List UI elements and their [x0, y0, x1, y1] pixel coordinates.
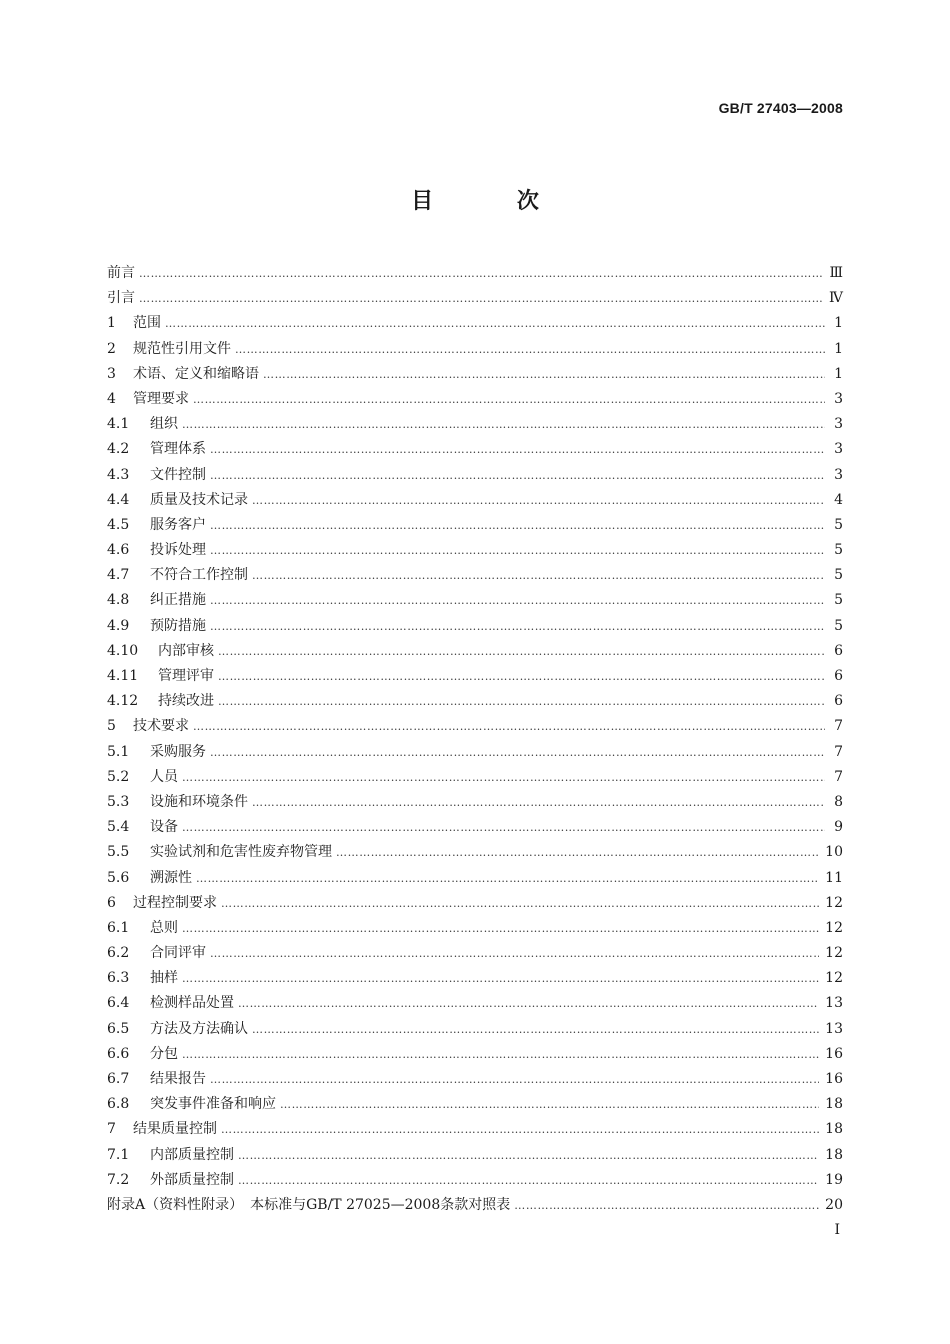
- toc-entry-page: 18: [825, 1146, 843, 1163]
- toc-dot-leader: [182, 765, 825, 790]
- toc-entry[interactable]: [107, 337, 843, 362]
- standard-code: GB/T 27403—2008: [718, 100, 843, 116]
- toc-entry-label: [107, 664, 214, 689]
- toc-entry-number: 4.5: [107, 516, 130, 533]
- toc-entry-text: 质量及技术记录: [150, 491, 248, 508]
- toc-entry[interactable]: [107, 1017, 843, 1042]
- toc-entry-label: [107, 488, 248, 513]
- toc-entry-page: 5: [834, 542, 843, 559]
- toc-entry-page: 16: [825, 1071, 843, 1087]
- toc-entry-text: 不符合工作控制: [150, 567, 248, 584]
- toc-entry-text: 实验试剂和危害性废弃物管理: [150, 844, 332, 861]
- toc-entry-text: 采购服务: [150, 743, 206, 760]
- toc-dot-leader: [210, 588, 825, 613]
- toc-entry[interactable]: [107, 362, 843, 387]
- toc-entry-page: 7: [834, 768, 843, 785]
- toc-entry[interactable]: [107, 463, 843, 488]
- toc-entry-page: 11: [825, 869, 843, 886]
- toc-entry-text: 内部质量控制: [150, 1146, 234, 1163]
- toc-entry-text: 文件控制: [150, 466, 206, 483]
- toc-entry-text: 前言: [107, 265, 135, 281]
- toc-entry-text: 内部审核: [158, 642, 214, 659]
- toc-entry-text: 引言: [107, 290, 135, 307]
- toc-entry-number: 1: [107, 315, 116, 332]
- toc-entry-page: 18: [825, 1121, 843, 1138]
- toc-entry[interactable]: [107, 1042, 843, 1067]
- toc-entry-label: [107, 588, 206, 613]
- toc-entry-label: [107, 840, 332, 865]
- toc-entry-page: 10: [825, 844, 843, 861]
- toc-entry-text: 规范性引用文件: [133, 340, 231, 357]
- toc-entry-number: 5.1: [107, 743, 130, 760]
- table-of-contents: [107, 261, 843, 1218]
- toc-entry-number: 4.8: [107, 592, 130, 609]
- toc-entry[interactable]: [107, 1117, 843, 1142]
- toc-entry-number: 5.2: [107, 768, 130, 785]
- toc-entry-label: [107, 966, 178, 991]
- toc-entry-number: 4: [107, 390, 116, 407]
- toc-dot-leader: [235, 337, 825, 362]
- toc-dot-leader: [210, 437, 825, 462]
- toc-dot-leader: [196, 866, 819, 891]
- toc-entry-label: [107, 513, 206, 538]
- toc-entry-label: [107, 1143, 234, 1168]
- toc-entry-text: 服务客户: [150, 516, 206, 533]
- toc-entry-page: 12: [825, 894, 843, 911]
- toc-entry-label: [107, 387, 189, 412]
- toc-entry-page: 12: [825, 945, 843, 962]
- toc-entry-number: 4.2: [107, 441, 130, 458]
- toc-entry[interactable]: [107, 664, 843, 689]
- toc-entry[interactable]: [107, 714, 843, 739]
- toc-entry[interactable]: [107, 790, 843, 815]
- toc-entry-number: 5.5: [107, 844, 130, 861]
- toc-entry-number: 6: [107, 894, 116, 911]
- toc-dot-leader: [182, 412, 825, 437]
- toc-dot-leader: [514, 1193, 819, 1218]
- toc-dot-leader: [252, 1017, 819, 1042]
- toc-entry-label: [107, 614, 206, 639]
- toc-entry-page: 5: [834, 592, 843, 609]
- toc-entry-number: 4.4: [107, 491, 130, 508]
- toc-entry-text: 范围: [133, 315, 161, 332]
- toc-entry-number: 6.4: [107, 995, 130, 1012]
- toc-entry[interactable]: [107, 891, 843, 916]
- toc-entry-number: 4.10: [107, 642, 139, 659]
- toc-dot-leader: [218, 639, 825, 664]
- toc-entry-number: 6.1: [107, 919, 130, 936]
- toc-dot-leader: [210, 538, 825, 563]
- toc-dot-leader: [218, 689, 825, 714]
- toc-entry-text: 投诉处理: [150, 542, 206, 559]
- toc-entry-text: 管理体系: [150, 441, 206, 458]
- toc-entry[interactable]: [107, 513, 843, 538]
- toc-entry-label: [107, 538, 206, 563]
- toc-entry-text: 人员: [150, 768, 178, 785]
- toc-entry-label: [107, 916, 178, 941]
- toc-dot-leader: [210, 941, 819, 966]
- toc-entry-page: 1: [834, 340, 843, 357]
- toc-dot-leader: [210, 614, 825, 639]
- toc-entry-text: 总则: [150, 919, 178, 936]
- toc-entry[interactable]: [107, 941, 843, 966]
- toc-entry-page: 16: [825, 1045, 843, 1062]
- toc-entry[interactable]: [107, 840, 843, 865]
- toc-entry-text: 管理要求: [133, 390, 189, 407]
- toc-entry-label: [107, 1042, 178, 1067]
- toc-entry-label: [107, 815, 178, 840]
- toc-dot-leader: [238, 991, 819, 1016]
- toc-entry[interactable]: [107, 538, 843, 563]
- toc-entry[interactable]: [107, 815, 843, 840]
- toc-entry[interactable]: [107, 286, 843, 311]
- toc-dot-leader: [210, 1067, 819, 1092]
- toc-entry-number: 6.5: [107, 1020, 130, 1037]
- toc-dot-leader: [182, 815, 825, 840]
- toc-entry-label: [107, 437, 206, 462]
- toc-dot-leader: [280, 1092, 819, 1117]
- toc-dot-leader: [336, 840, 819, 865]
- toc-entry[interactable]: [107, 261, 843, 286]
- toc-entry-label: [107, 765, 178, 790]
- toc-entry-page: 3: [834, 390, 843, 407]
- toc-entry-text: 检测样品处置: [150, 995, 234, 1012]
- toc-entry-page: 9: [834, 819, 843, 836]
- toc-entry-label: [107, 1067, 206, 1092]
- toc-dot-leader: [238, 1168, 819, 1193]
- toc-entry[interactable]: [107, 614, 843, 639]
- toc-dot-leader: [165, 311, 825, 336]
- toc-dot-leader: [210, 463, 825, 488]
- toc-entry-text: 合同评审: [150, 945, 206, 962]
- toc-entry-label: [107, 463, 206, 488]
- toc-entry-page: Ⅳ: [829, 290, 843, 307]
- toc-entry-number: 4.11: [107, 668, 139, 684]
- toc-entry[interactable]: [107, 991, 843, 1016]
- toc-entry-page: 7: [834, 718, 843, 735]
- toc-entry[interactable]: [107, 311, 843, 336]
- toc-entry-page: 6: [834, 642, 843, 659]
- toc-entry-number: 6.6: [107, 1045, 130, 1062]
- toc-entry-page: 3: [834, 466, 843, 483]
- toc-dot-leader: [263, 362, 825, 387]
- toc-dot-leader: [221, 891, 819, 916]
- toc-entry[interactable]: [107, 689, 843, 714]
- toc-entry-number: 3: [107, 365, 116, 382]
- toc-entry-text: 设施和环境条件: [150, 793, 248, 810]
- toc-entry-number: 4.9: [107, 617, 130, 634]
- toc-entry-text: 持续改进: [158, 693, 214, 710]
- toc-dot-leader: [139, 286, 823, 311]
- toc-entry-text: 溯源性: [150, 869, 192, 886]
- toc-entry-page: 1: [834, 315, 843, 332]
- toc-entry[interactable]: [107, 387, 843, 412]
- toc-entry-page: 3: [834, 441, 843, 458]
- toc-entry-text: 纠正措施: [150, 592, 206, 609]
- toc-entry-page: 13: [825, 1020, 843, 1037]
- toc-entry-number: 4.7: [107, 567, 130, 584]
- toc-entry-page: 13: [825, 995, 843, 1012]
- toc-entry[interactable]: [107, 966, 843, 991]
- toc-entry-number: 6.2: [107, 945, 130, 962]
- toc-dot-leader: [252, 488, 825, 513]
- toc-entry-label: [107, 991, 234, 1016]
- toc-entry-page: 5: [834, 617, 843, 634]
- toc-dot-leader: [221, 1117, 819, 1142]
- toc-entry[interactable]: [107, 1168, 843, 1193]
- toc-entry-label: [107, 1168, 234, 1193]
- toc-entry-number: 5: [107, 718, 116, 735]
- toc-entry-number: 6.7: [107, 1071, 130, 1087]
- toc-dot-leader: [193, 387, 825, 412]
- toc-entry[interactable]: [107, 437, 843, 462]
- toc-entry-text: 分包: [150, 1045, 178, 1062]
- toc-dot-leader: [139, 261, 823, 286]
- toc-entry-label: [107, 1117, 217, 1142]
- toc-entry-page: 19: [825, 1171, 843, 1188]
- toc-entry-label: [107, 412, 178, 437]
- toc-entry-label: [107, 689, 214, 714]
- toc-entry-text: 技术要求: [133, 718, 189, 735]
- toc-entry-text: 组织: [150, 416, 178, 433]
- toc-entry-label: [107, 337, 231, 362]
- toc-entry-page: 3: [834, 416, 843, 433]
- toc-entry-page: 4: [834, 491, 843, 508]
- toc-dot-leader: [252, 790, 825, 815]
- toc-dot-leader: [210, 740, 825, 765]
- toc-entry-page: 7: [834, 743, 843, 760]
- toc-entry-text: 方法及方法确认: [150, 1020, 248, 1037]
- toc-entry-number: 5.3: [107, 793, 130, 810]
- toc-entry-label: [107, 941, 206, 966]
- toc-entry-number: 6.3: [107, 970, 130, 987]
- page-number: I: [834, 1222, 840, 1238]
- toc-entry-text: 附录A（资料性附录） 本标准与GB/T 27025—2008条款对照表: [107, 1196, 511, 1213]
- toc-entry-label: [107, 1092, 276, 1117]
- toc-entry-text: 设备: [150, 819, 178, 836]
- toc-dot-leader: [182, 1042, 819, 1067]
- toc-entry-page: 8: [834, 793, 843, 810]
- toc-entry-label: [107, 362, 259, 387]
- toc-entry-page: 5: [834, 516, 843, 533]
- toc-entry[interactable]: [107, 1193, 843, 1218]
- toc-entry-text: 突发事件准备和响应: [150, 1096, 276, 1113]
- toc-entry-text: 结果质量控制: [133, 1121, 217, 1138]
- toc-entry-label: [107, 714, 189, 739]
- toc-entry-page: Ⅲ: [829, 265, 843, 281]
- toc-entry-number: 4.1: [107, 416, 130, 433]
- toc-entry-text: 外部质量控制: [150, 1171, 234, 1188]
- toc-entry[interactable]: [107, 639, 843, 664]
- toc-entry[interactable]: [107, 488, 843, 513]
- toc-entry-text: 管理评审: [158, 668, 214, 684]
- toc-dot-leader: [193, 714, 825, 739]
- toc-entry[interactable]: [107, 866, 843, 891]
- page-title: 目 次: [411, 189, 577, 214]
- toc-entry-number: 2: [107, 340, 116, 357]
- toc-entry-label: [107, 891, 217, 916]
- toc-entry[interactable]: [107, 588, 843, 613]
- toc-entry-label: [107, 311, 161, 336]
- toc-entry-page: 1: [834, 365, 843, 382]
- toc-entry-number: 5.4: [107, 819, 130, 836]
- toc-entry-number: 4.12: [107, 693, 139, 710]
- toc-entry-label: [107, 866, 192, 891]
- toc-entry-number: 6.8: [107, 1096, 130, 1113]
- toc-entry-number: 5.6: [107, 869, 130, 886]
- toc-entry-page: 6: [834, 668, 843, 684]
- toc-entry-label: [107, 790, 248, 815]
- toc-entry[interactable]: [107, 765, 843, 790]
- toc-entry-page: 12: [825, 970, 843, 987]
- toc-entry-label: [107, 1017, 248, 1042]
- toc-entry-number: 7.1: [107, 1146, 130, 1163]
- toc-dot-leader: [218, 664, 825, 689]
- toc-entry-text: 预防措施: [150, 617, 206, 634]
- toc-entry-number: 4.3: [107, 466, 130, 483]
- toc-entry[interactable]: [107, 1092, 843, 1117]
- toc-entry-page: 5: [834, 567, 843, 584]
- toc-entry-number: 7.2: [107, 1171, 130, 1188]
- toc-entry-number: 4.6: [107, 542, 130, 559]
- toc-entry-page: 12: [825, 919, 843, 936]
- toc-entry[interactable]: [107, 563, 843, 588]
- toc-entry[interactable]: [107, 740, 843, 765]
- toc-entry-label: [107, 1193, 510, 1218]
- toc-dot-leader: [252, 563, 825, 588]
- toc-dot-leader: [210, 513, 825, 538]
- toc-entry-number: 7: [107, 1121, 116, 1138]
- toc-entry-label: [107, 261, 135, 286]
- toc-entry-text: 抽样: [150, 970, 178, 987]
- toc-entry-label: [107, 639, 214, 664]
- toc-dot-leader: [182, 966, 819, 991]
- toc-entry[interactable]: [107, 412, 843, 437]
- toc-entry-label: [107, 563, 248, 588]
- toc-entry-label: [107, 740, 206, 765]
- toc-entry-text: 过程控制要求: [133, 894, 217, 911]
- toc-dot-leader: [182, 916, 819, 941]
- toc-entry[interactable]: [107, 1067, 843, 1092]
- toc-entry-page: 18: [825, 1096, 843, 1113]
- toc-dot-leader: [238, 1143, 819, 1168]
- toc-entry[interactable]: [107, 1143, 843, 1168]
- toc-entry-page: 6: [834, 693, 843, 710]
- toc-entry-page: 20: [825, 1196, 843, 1213]
- toc-entry-text: 结果报告: [150, 1071, 206, 1087]
- toc-entry-label: [107, 286, 135, 311]
- toc-entry-text: 术语、定义和缩略语: [133, 365, 259, 382]
- toc-entry[interactable]: [107, 916, 843, 941]
